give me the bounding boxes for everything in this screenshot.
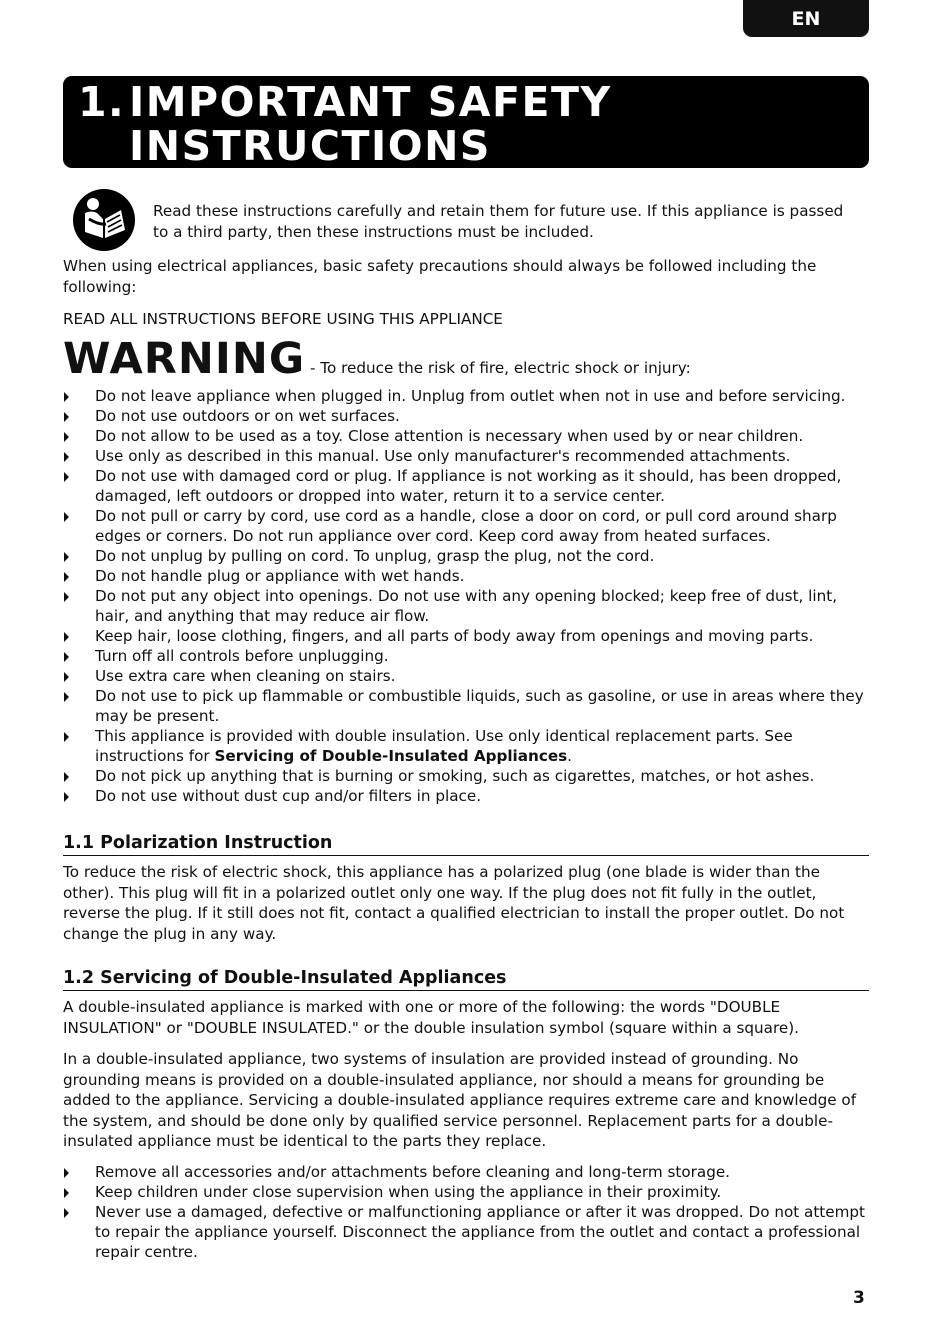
- warning-list: [63, 386, 871, 806]
- list-item: Do not use without dust cup and/or filters in place.: [63, 786, 871, 806]
- bullet-icon: [64, 632, 69, 642]
- page-number: 3: [853, 1288, 865, 1308]
- servicing-text-1: A double-insulated appliance is marked with one or more of the following: the words "DOUBLE INSULATION" or "DOUBLE INSULATED." or the double insulation symbol (square within a square).: [63, 998, 799, 1037]
- bullet-icon: [64, 652, 69, 662]
- list-item: Do not handle plug or appliance with wet hands.: [63, 566, 871, 586]
- read-manual-icon: [73, 189, 135, 251]
- section-title-bar: [63, 76, 869, 168]
- list-item: Do not use outdoors or on wet surfaces.: [63, 406, 871, 426]
- bullet-icon: [64, 392, 69, 402]
- list-item: Do not use to pick up flammable or combustible liquids, such as gasoline, or use in areas where they may be present.: [63, 686, 871, 726]
- bullet-icon: [64, 692, 69, 702]
- list-item: Never use a damaged, defective or malfunctioning appliance or after it was dropped. Do not attempt to repair the appliance yourself. Disconnect the appliance from the outlet and contact a professional repair centre.: [63, 1202, 871, 1262]
- bullet-icon: [64, 672, 69, 682]
- bullet-icon: [64, 412, 69, 422]
- list-item: Do not allow to be used as a toy. Close attention is necessary when used by or near children.: [63, 426, 871, 446]
- list-item: Keep hair, loose clothing, fingers, and all parts of body away from openings and moving parts.: [63, 626, 871, 646]
- list-item: Remove all accessories and/or attachments before cleaning and long-term storage.: [63, 1162, 871, 1182]
- bullet-icon: [64, 432, 69, 442]
- bullet-icon: [64, 732, 69, 742]
- bullet-icon: [64, 512, 69, 522]
- language-tab: EN: [743, 0, 869, 37]
- bullet-icon: [64, 452, 69, 462]
- section-number: 1.: [78, 78, 126, 126]
- warning-line: [63, 334, 691, 382]
- warning-word: WARNING: [63, 334, 306, 384]
- bullet-icon: [64, 1168, 69, 1178]
- bullet-icon: [64, 552, 69, 562]
- list-item: Do not pull or carry by cord, use cord as a handle, close a door on cord, or pull cord around sharp edges or corners. Do not run appliance over cord. Keep cord away from heated surfaces.: [63, 506, 871, 546]
- polarization-text: To reduce the risk of electric shock, this appliance has a polarized plug (one blade is wider than the other). This plug will fit in a polarized outlet only one way. If the plug does not fit fully in the outlet, reverse the plug. If it still does not fit, contact a qualified electrician to install the proper outlet. Do not change the plug in any way.: [63, 863, 845, 943]
- section-heading-polarization: 1.1 Polarization Instruction: [63, 832, 869, 856]
- list-item: Do not pick up anything that is burning or smoking, such as cigarettes, matches, or hot ashes.: [63, 766, 871, 786]
- list-item: Use only as described in this manual. Use only manufacturer's recommended attachments.: [63, 446, 871, 466]
- servicing-text-2: In a double-insulated appliance, two systems of insulation are provided instead of grounding. No grounding means is provided on a double-insulated appliance, nor should a means for grounding be added to the appliance. Servicing a double-insulated appliance requires extreme care and knowledge of the system, and should be done only by qualified service personnel. Replacement parts for a double-insulated appliance must be identical to the parts they replace.: [63, 1050, 857, 1150]
- section-heading-servicing: 1.2 Servicing of Double-Insulated Appliances: [63, 967, 869, 991]
- section-reference: Servicing of Double-Insulated Appliances: [214, 747, 568, 765]
- bullet-icon: [64, 572, 69, 582]
- list-item: Use extra care when cleaning on stairs.: [63, 666, 871, 686]
- section-title: IMPORTANT SAFETY INSTRUCTIONS: [129, 78, 612, 170]
- list-item: Keep children under close supervision when using the appliance in their proximity.: [63, 1182, 871, 1202]
- precaution-text: When using electrical appliances, basic safety precautions should always be followed including the following:: [63, 257, 817, 296]
- list-item: Do not unplug by pulling on cord. To unplug, grasp the plug, not the cord.: [63, 546, 871, 566]
- intro-text: Read these instructions carefully and retain them for future use. If this appliance is passed to a third party, then these instructions must be included.: [153, 202, 844, 241]
- bullet-icon: [64, 592, 69, 602]
- warning-tail: - To reduce the risk of fire, electric shock or injury:: [305, 359, 691, 377]
- bullet-icon: [64, 472, 69, 482]
- list-item: Turn off all controls before unplugging.: [63, 646, 871, 666]
- list-item: Do not use with damaged cord or plug. If appliance is not working as it should, has been dropped, damaged, left outdoors or dropped into water, return it to a service center.: [63, 466, 871, 506]
- servicing-list: [63, 1162, 871, 1262]
- list-item: This appliance is provided with double insulation. Use only identical replacement parts. See instructions for Servicing of Double-Insulated Appliances.: [63, 726, 871, 766]
- bullet-icon: [64, 1188, 69, 1198]
- bullet-icon: [64, 1208, 69, 1218]
- list-item: Do not put any object into openings. Do not use with any opening blocked; keep free of dust, lint, hair, and anything that may reduce air flow.: [63, 586, 871, 626]
- list-item: Do not leave appliance when plugged in. Unplug from outlet when not in use and before servicing.: [63, 386, 871, 406]
- read-all-text: READ ALL INSTRUCTIONS BEFORE USING THIS APPLIANCE: [63, 310, 503, 328]
- bullet-icon: [64, 772, 69, 782]
- bullet-icon: [64, 792, 69, 802]
